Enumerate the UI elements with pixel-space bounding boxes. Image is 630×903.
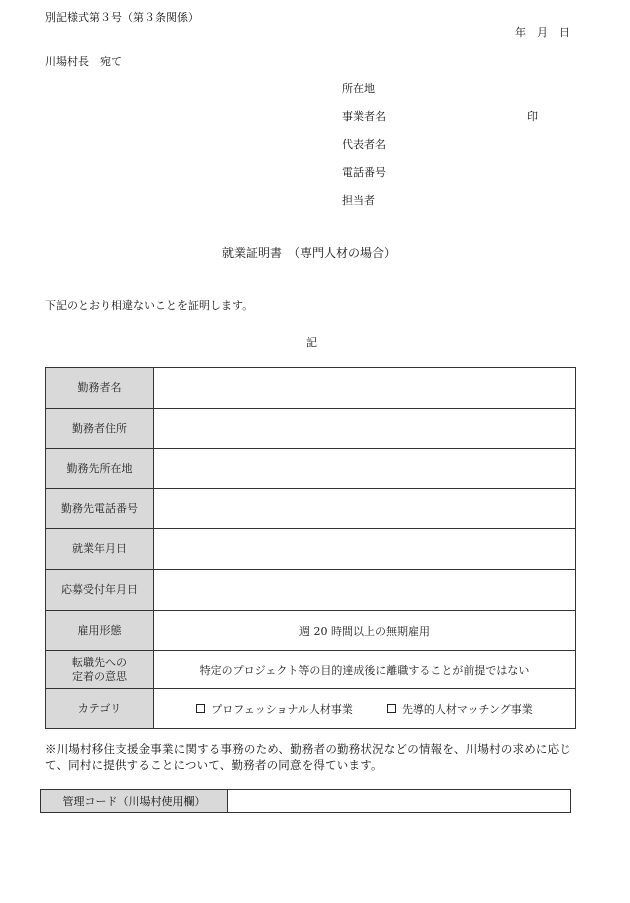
certification-table bbox=[45, 367, 576, 729]
row-label: 勤務者名 bbox=[46, 368, 154, 409]
phone-label: 電話番号 bbox=[342, 166, 386, 179]
settle-label-line-1: 転職先への bbox=[72, 655, 127, 669]
table-row bbox=[46, 651, 576, 689]
form-number-label: 別記様式第３号（第３条関係） bbox=[45, 11, 199, 24]
management-code-cell[interactable] bbox=[228, 790, 571, 813]
category-option-label: プロフェッショナル人材事業 bbox=[211, 702, 353, 716]
worker-name-cell[interactable] bbox=[154, 368, 576, 409]
row-label: 勤務先所在地 bbox=[46, 449, 154, 489]
workplace-phone-cell[interactable] bbox=[154, 489, 576, 529]
row-label: 就業年月日 bbox=[46, 529, 154, 570]
address-label: 所在地 bbox=[342, 82, 375, 95]
row-label: 勤務者住所 bbox=[46, 409, 154, 449]
table-row bbox=[46, 529, 576, 570]
row-label: 応募受付年月日 bbox=[46, 570, 154, 611]
employment-type-value: 週 20 時間以上の無期雇用 bbox=[154, 611, 576, 651]
addressee: 川場村長 宛て bbox=[45, 55, 122, 68]
worker-address-cell[interactable] bbox=[154, 409, 576, 449]
row-label: 勤務先電話番号 bbox=[46, 489, 154, 529]
contact-person-label: 担当者 bbox=[342, 194, 375, 207]
category-option-matching[interactable] bbox=[387, 701, 533, 717]
settle-label-line-2: 定着の意思 bbox=[72, 669, 127, 683]
management-code-label: 管理コード（川場村使用欄） bbox=[41, 790, 228, 813]
table-row bbox=[46, 689, 576, 729]
date-line: 年 月 日 bbox=[515, 26, 570, 39]
representative-label: 代表者名 bbox=[342, 138, 386, 151]
table-row bbox=[46, 570, 576, 611]
checkbox-icon[interactable] bbox=[196, 704, 205, 713]
category-label: カテゴリ bbox=[46, 689, 154, 729]
category-options bbox=[154, 701, 575, 717]
table-row bbox=[41, 790, 571, 813]
certification-statement: 下記のとおり相違ないことを証明します。 bbox=[45, 299, 254, 312]
row-label: 雇用形態 bbox=[46, 611, 154, 651]
document-title: 就業証明書 （専門人材の場合） bbox=[222, 246, 397, 260]
table-row bbox=[46, 489, 576, 529]
management-code-table bbox=[40, 789, 571, 813]
table-row bbox=[46, 611, 576, 651]
employment-date-cell[interactable] bbox=[154, 529, 576, 570]
consent-note: ※川場村移住支援金事業に関する事務のため、勤務者の勤務状況などの情報を、川場村の求めに応じて、同村に提供することについて、勤務者の同意を得ています。 bbox=[45, 742, 572, 772]
business-name-label: 事業者名 bbox=[342, 110, 386, 123]
application-date-cell[interactable] bbox=[154, 570, 576, 611]
table-row bbox=[46, 368, 576, 409]
settle-intent-label bbox=[46, 651, 154, 689]
table-row bbox=[46, 449, 576, 489]
settle-intent-value: 特定のプロジェクト等の目的達成後に離職することが前提ではない bbox=[154, 651, 576, 689]
category-cell bbox=[154, 689, 576, 729]
workplace-address-cell[interactable] bbox=[154, 449, 576, 489]
checkbox-icon[interactable] bbox=[387, 704, 396, 713]
table-row bbox=[46, 409, 576, 449]
ki-heading: 記 bbox=[306, 336, 317, 349]
category-option-label: 先導的人材マッチング事業 bbox=[401, 702, 533, 716]
category-option-professional[interactable] bbox=[196, 701, 353, 717]
seal-mark: 印 bbox=[527, 110, 538, 123]
